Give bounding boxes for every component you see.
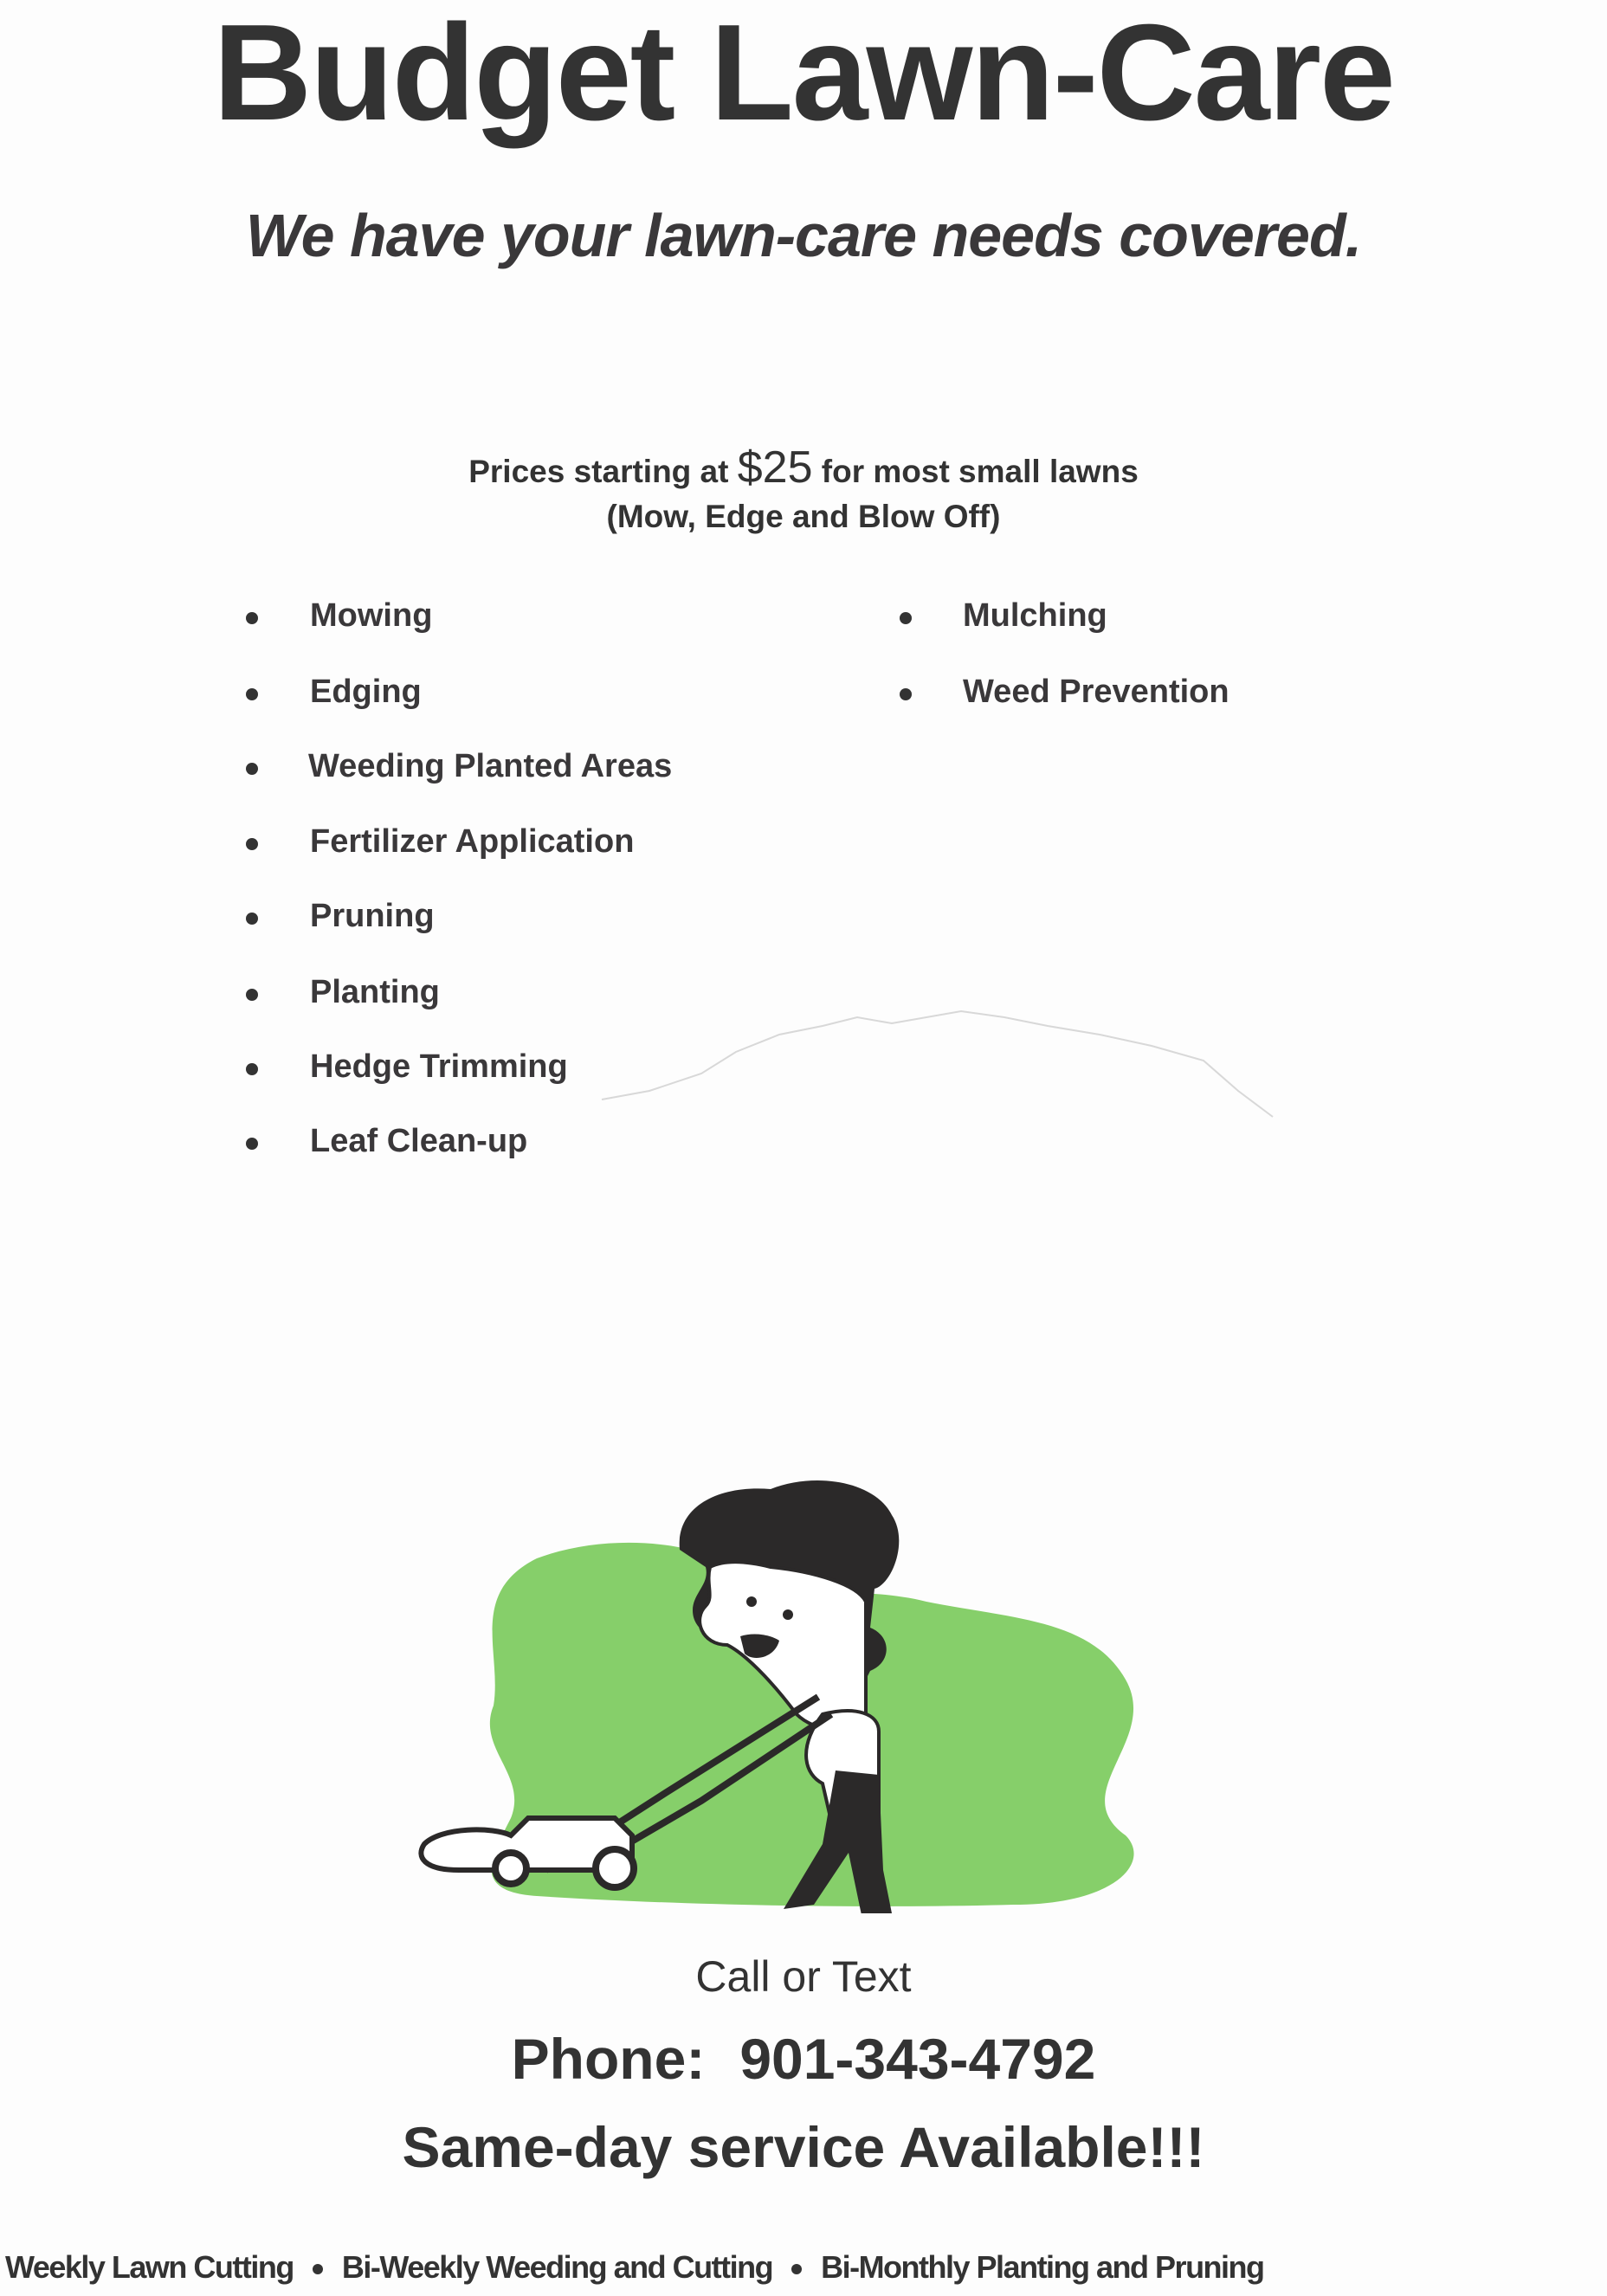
- bullet-icon: [246, 838, 258, 850]
- service-item: Pruning: [310, 898, 435, 934]
- bullet-icon: [791, 2264, 802, 2274]
- service-item: Mowing: [310, 597, 433, 634]
- phone-number[interactable]: 901-343-4792: [739, 2027, 1096, 2091]
- bullet-icon: [900, 688, 912, 700]
- bullet-icon: [246, 1138, 258, 1150]
- service-plans-footer: [5, 2249, 1602, 2286]
- man-mowing-lawn-icon: [407, 1454, 1221, 1913]
- phone-label: Phone:: [511, 2027, 706, 2091]
- plan-item: Bi-Weekly Weeding and Cutting: [341, 2249, 773, 2285]
- flyer-title: Budget Lawn-Care: [213, 0, 1394, 149]
- service-item: Mulching: [963, 597, 1107, 634]
- bullet-icon: [246, 1063, 258, 1075]
- price-line: [0, 442, 1607, 493]
- call-or-text: Call or Text: [695, 1952, 912, 2001]
- plan-item: Weekly Lawn Cutting: [5, 2249, 294, 2285]
- price-suffix: for most small lawns: [821, 454, 1139, 489]
- plan-item: Bi-Monthly Planting and Pruning: [821, 2249, 1264, 2285]
- bullet-icon: [900, 612, 912, 624]
- tagline: We have your lawn-care needs covered.: [245, 202, 1362, 269]
- price-amount: $25: [737, 442, 813, 493]
- service-item: Weeding Planted Areas: [308, 748, 673, 784]
- bullet-icon: [246, 688, 258, 700]
- service-item: Leaf Clean-up: [310, 1123, 528, 1159]
- service-item: Hedge Trimming: [310, 1048, 568, 1085]
- same-day-service: Same-day service Available!!!: [402, 2115, 1205, 2179]
- bullet-icon: [246, 612, 258, 624]
- phone-line: [0, 2026, 1607, 2092]
- service-item: Edging: [310, 674, 422, 710]
- service-item: Fertilizer Application: [310, 823, 635, 860]
- price-prefix: Prices starting at: [468, 454, 729, 489]
- service-item: Weed Prevention: [963, 674, 1229, 710]
- paper-crease: [597, 970, 1533, 1195]
- bullet-icon: [313, 2264, 323, 2274]
- bullet-icon: [246, 913, 258, 925]
- bullet-icon: [246, 989, 258, 1001]
- bullet-icon: [246, 763, 258, 775]
- price-details: (Mow, Edge and Blow Off): [606, 499, 1001, 534]
- service-item: Planting: [310, 974, 440, 1010]
